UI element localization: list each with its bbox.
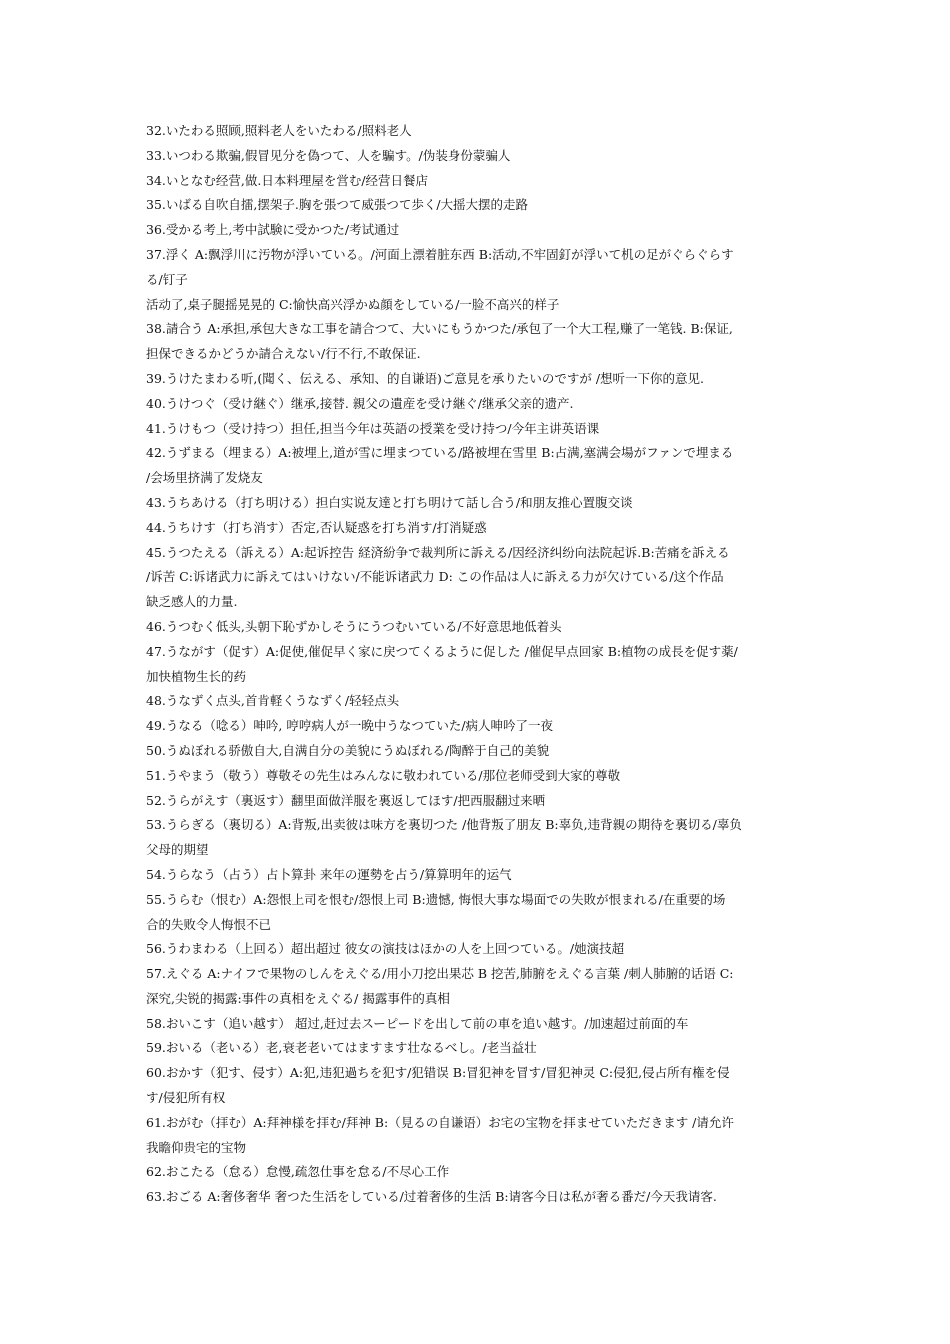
text-line: 39.うけたまわる听,(聞く、伝える、承知、的自谦语)ご意見を承りたいのですが /想听一下你的意见. xyxy=(146,370,705,386)
text-line: 活动了,桌子腿摇晃晃的 C:愉快高兴浮かぬ顔をしている/一脸不高兴的样子 xyxy=(146,296,560,312)
text-line: 41.うけもつ（受け持つ）担任,担当今年は英語の授業を受け持つ/今年主讲英语课 xyxy=(146,420,600,436)
text-line: /诉苦 C:诉诸武力に訴えてはいけない/不能诉诸武力 D: この作品は人に訴える力が欠けている/这个作品 xyxy=(146,569,724,585)
text-line: 加快植物生长的药 xyxy=(146,668,247,684)
text-line: 35.いばる自吹自擂,摆架子.胸を張つて威張つて歩く/大摇大摆的走路 xyxy=(146,197,529,213)
document-body xyxy=(146,119,810,1210)
text-line: 61.おがむ（拝む）A:拜神様を拝む/拜神 B:（見るの自谦语）お宅の宝物を拝ませていただきます /请允许 xyxy=(146,1114,734,1130)
text-line: 46.うつむく低头,头朝下恥ずかしそうにうつむいている/不好意思地低着头 xyxy=(146,618,562,634)
text-line: 深究,尖锐的揭露:事件の真相をえぐる/ 揭露事件的真相 xyxy=(146,990,450,1006)
text-line: 担保できるかどうか請合えない/行不行,不敢保证. xyxy=(146,346,421,362)
text-line: 42.うずまる（埋まる）A:被埋上,道が雪に埋まつている/路被埋在雪里 B:占满,塞满会場がファンで埋まる xyxy=(146,445,734,461)
text-line: 56.うわまわる（上回る）超出超过 彼女の演技はほかの人を上回つている。/她演技超 xyxy=(146,941,625,957)
text-line: 36.受かる考上,考中試験に受かつた/考试通过 xyxy=(146,222,400,238)
text-line: 55.うらむ（恨む）A:怨恨上司を恨む/怨恨上司 B:遗憾, 悔恨大事な場面での失敗が恨まれる/在重要的场 xyxy=(146,891,726,907)
text-line: 34.いとなむ经营,做.日本料理屋を営む/经营日餐店 xyxy=(146,172,429,188)
text-line: 合的失败令人悔恨不已 xyxy=(146,916,272,932)
text-line: 57.えぐる A:ナイフで果物のしんをえぐる/用小刀挖出果芯 B 挖苦,肺腑をえぐる言葉 /刺人肺腑的话语 C: xyxy=(146,966,734,982)
text-line: 47.うながす（促す）A:促使,催促早く家に戻つてくるように促した /催促早点回家 B:植物の成長を促す薬/ xyxy=(146,643,738,659)
text-line: 59.おいる（老いる）老,衰老老いてはますます壮なるべし。/老当益壮 xyxy=(146,1040,537,1056)
text-line: 48.うなずく点头,首肯軽くうなずく/轻轻点头 xyxy=(146,693,400,709)
text-line: 53.うらぎる（裏切る）A:背叛,出卖彼は味方を裏切つた /他背叛了朋友 B:辜负,违背親の期待を裏切る/辜负 xyxy=(146,817,742,833)
text-line: 40.うけつぐ（受け継ぐ）继承,接替. 親父の遺産を受け継ぐ/继承父亲的遗产. xyxy=(146,395,574,411)
text-line: 45.うつたえる（訴える）A:起诉控告 経済紛争で裁判所に訴える/因经济纠纷向法院起诉.B:苦痛を訴える xyxy=(146,544,730,560)
text-line: 父母的期望 xyxy=(146,842,209,858)
text-line: 44.うちけす（打ち消す）否定,否认疑惑を打ち消す/打消疑惑 xyxy=(146,519,487,535)
text-line: 52.うらがえす（裏返す）翻里面做洋服を裏返してほす/把西服翻过来晒 xyxy=(146,792,546,808)
text-line: 33.いつわる欺骗,假冒见分を偽つて、人を騙す。/伪装身份蒙骗人 xyxy=(146,147,511,163)
text-line: 60.おかす（犯す、侵す）A:犯,违犯過ちを犯す/犯错误 B:冒犯神を冒す/冒犯神灵 C:侵犯,侵占所有権を侵 xyxy=(146,1065,730,1081)
text-line: 43.うちあける（打ち明ける）担白实说友達と打ち明けて話し合う/和朋友推心置腹交谈 xyxy=(146,494,633,510)
text-line: 缺乏感人的力量. xyxy=(146,594,238,610)
text-line: る/钉子 xyxy=(146,271,188,287)
text-line: /会场里挤满了发烧友 xyxy=(146,470,263,486)
text-line: す/侵犯所有权 xyxy=(146,1090,226,1106)
text-line: 58.おいこす（追い越す） 超过,赶过去スーピードを出して前の車を追い越す。/加速超过前面的车 xyxy=(146,1015,689,1031)
text-line: 37.浮く A:飘浮川に汚物が浮いている。/河面上漂着脏东西 B:活动,不牢固釘が浮いて机の足がぐらぐらす xyxy=(146,246,734,262)
text-line: 62.おこたる（怠る）怠慢,疏忽仕事を怠る/不尽心工作 xyxy=(146,1164,450,1180)
text-line: 我瞻仰贵宅的宝物 xyxy=(146,1139,247,1155)
text-line: 54.うらなう（占う）占卜算卦 来年の運勢を占う/算算明年的运气 xyxy=(146,866,512,882)
text-line: 32.いたわる照顾,照料老人をいたわる/照料老人 xyxy=(146,123,412,138)
text-line: 51.うやまう（敬う）尊敬その先生はみんなに敬われている/那位老师受到大家的尊敬 xyxy=(146,767,621,783)
text-line: 49.うなる（唸る）呻吟, 哼哼病人が一晩中うなつていた/病人呻吟了一夜 xyxy=(146,718,554,734)
text-line: 38.請合う A:承担,承包大きな工事を請合つて、大いにもうかつた/承包了一个大工程,赚了一笔钱. B:保证, xyxy=(146,321,733,337)
text-line: 50.うぬぼれる骄傲自大,自满自分の美貌にうぬぼれる/陶醉于自己的美貌 xyxy=(146,742,550,758)
text-line: 63.おごる A:奢侈奢华 奢つた生活をしている/过着奢侈的生活 B:请客今日は私が奢る番だ/今天我请客. xyxy=(146,1189,717,1205)
